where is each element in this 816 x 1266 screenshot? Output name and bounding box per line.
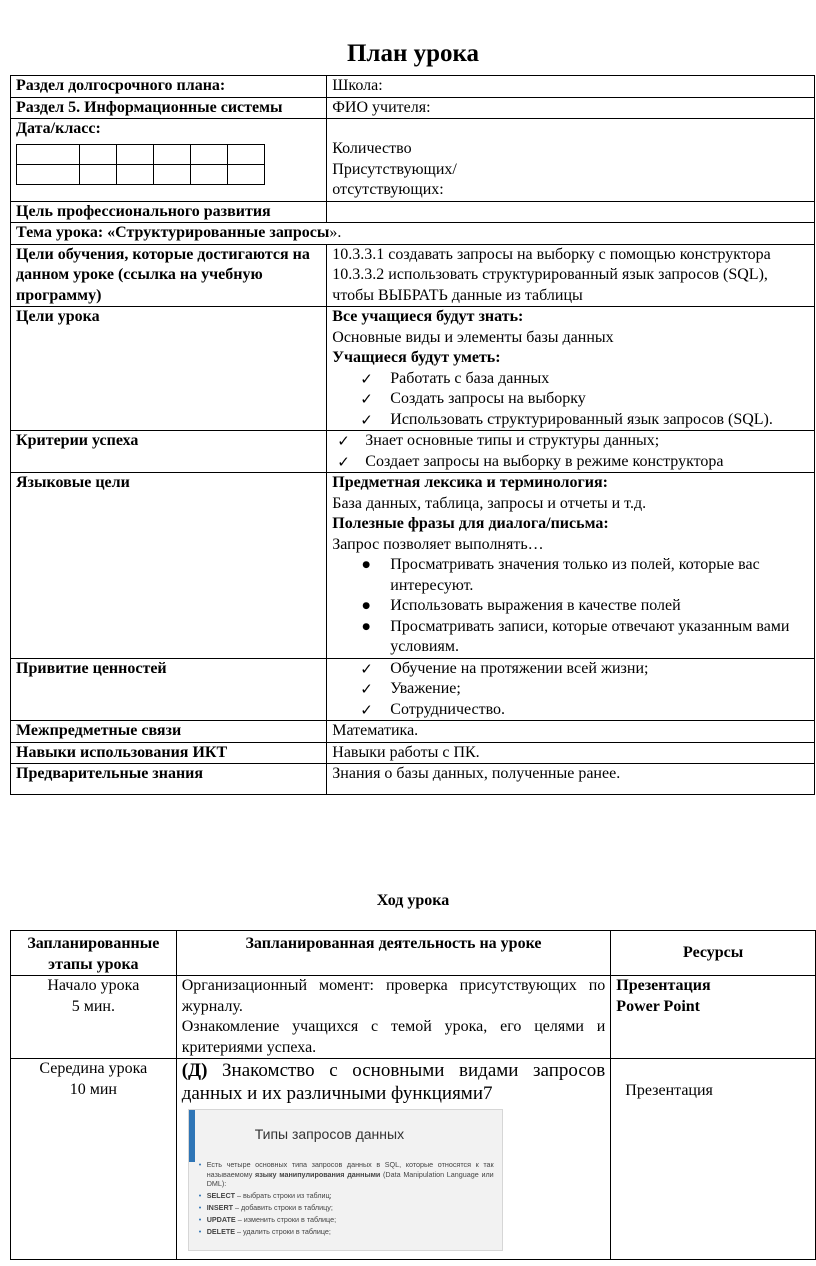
table-row — [11, 201, 815, 223]
professional-goal-label: Цель профессионального развития — [11, 201, 327, 223]
date-class-label: Дата/класс: — [16, 120, 101, 137]
learning-goal: 10.3.3.2 использовать структурированный язык запросов (SQL), чтобы ВЫБРАТЬ данные из таблицы — [332, 266, 768, 304]
school-label: Школа: — [327, 76, 815, 98]
slide-bullet: • DELETE – удалить строки в таблице; — [199, 1227, 494, 1237]
activity-text: Организационный момент: проверка присутствующих по журналу. — [181, 977, 606, 1015]
stage-cell — [11, 1059, 177, 1260]
values-cell — [327, 658, 815, 721]
razdel-label: Раздел долгосрочного плана: — [11, 76, 327, 98]
activity-text: Ознакомление учащихся с темой урока, его целями и критериями успеха. — [181, 1018, 606, 1056]
lesson-plan-table — [10, 75, 815, 795]
table-row — [11, 119, 815, 202]
stage-name: Начало урока — [47, 977, 140, 994]
lesson-goals-label: Цели урока — [11, 307, 327, 431]
slide-bullet: • Есть четыре основных типа запросов данных в SQL, которые относятся к так называемому языку манипулирования данными (Data Manipulation Language или DML): — [199, 1160, 494, 1189]
list-item: ● Просматривать значения только из полей, которые вас интересуют. — [332, 555, 809, 596]
table-row — [11, 76, 815, 98]
list-item: ✓ Создать запросы на выборку — [332, 389, 809, 410]
teacher-label: ФИО учителя: — [327, 97, 815, 119]
know-text: Основные виды и элементы базы данных — [332, 328, 614, 346]
header-resources: Ресурсы — [611, 931, 816, 976]
able-heading: Учащиеся будут уметь: — [332, 349, 501, 366]
lesson-goals-cell — [327, 307, 815, 431]
slide-bullet: • UPDATE – изменить строки в таблице; — [199, 1215, 494, 1225]
stage-name: Середина урока — [39, 1060, 148, 1077]
criteria-label: Критерии успеха — [11, 431, 327, 473]
phrases-intro: Запрос позволяет выполнять… — [332, 535, 544, 553]
ict-skills-label: Навыки использования ИКТ — [11, 742, 327, 764]
header-activity: Запланированная деятельность на уроке — [176, 931, 611, 976]
attendance-cell — [327, 119, 815, 202]
lesson-topic — [11, 223, 815, 245]
table-row — [11, 721, 815, 743]
table-row — [11, 742, 815, 764]
table-row — [11, 658, 815, 721]
table-row — [11, 244, 815, 307]
attendance-line: Количество — [332, 140, 412, 157]
table-row — [11, 431, 815, 473]
list-item: ✓ Знает основные типы и структуры данных; — [332, 431, 809, 452]
table-row — [11, 1059, 816, 1260]
table-row — [11, 223, 815, 245]
resource-text: Презентация — [616, 977, 711, 994]
table-row — [11, 97, 815, 119]
lesson-flow-table — [10, 930, 816, 1260]
resource-text: Презентация — [625, 1082, 713, 1099]
resources-cell — [611, 976, 816, 1059]
activity-cell — [176, 976, 611, 1059]
date-class-cell — [11, 119, 327, 202]
table-row — [11, 307, 815, 431]
table-row — [11, 976, 816, 1059]
slide-bullet: • INSERT – добавить строки в таблицу; — [199, 1203, 494, 1213]
page-title: План урока — [346, 40, 480, 67]
stage-time: 5 мин. — [71, 997, 115, 1015]
slide-bullets — [199, 1160, 494, 1239]
lesson-topic-suffix: ». — [329, 224, 342, 241]
resources-cell — [611, 1059, 816, 1260]
stage-cell — [11, 976, 177, 1059]
resource-text: Power Point — [616, 997, 700, 1015]
list-item: ✓ Создает запросы на выборку в режиме конструктора — [332, 452, 809, 473]
cross-links-label: Межпредметные связи — [11, 721, 327, 743]
lesson-topic-title: Тема урока: «Структурированные запросы — [16, 224, 330, 241]
criteria-cell — [327, 431, 815, 473]
lesson-flow-title: Ход урока — [376, 892, 450, 909]
know-heading: Все учащиеся будут знать: — [332, 308, 524, 325]
slide-title: Типы запросов данных — [254, 1126, 405, 1142]
slide-bullet: • SELECT – выбрать строки из таблиц; — [199, 1191, 494, 1201]
lexicon-text: База данных, таблица, запросы и отчеты и т.д. — [332, 494, 647, 512]
list-item: ✓ Уважение; — [332, 679, 809, 700]
learning-goals-cell — [327, 244, 815, 307]
prior-knowledge-value: Знания о базы данных, полученные ранее. — [327, 764, 815, 795]
attendance-line: Присутствующих/ — [332, 160, 457, 178]
date-class-grid — [16, 144, 265, 185]
list-item: ✓ Использовать структурированный язык запросов (SQL). — [332, 410, 809, 431]
table-row — [11, 764, 815, 795]
values-list — [332, 659, 809, 721]
activity-text — [182, 1059, 606, 1105]
list-item: ● Просматривать записи, которые отвечают указанным вами условиям. — [332, 617, 809, 658]
table-header-row — [11, 931, 816, 976]
table-row — [11, 473, 815, 659]
activity-cell — [176, 1059, 611, 1260]
language-goals-cell — [327, 473, 815, 659]
activity-description: Знакомство с основными видами запросов данных и их различными функциями7 — [181, 1060, 606, 1104]
phrases-list — [332, 555, 809, 658]
learning-goals-label: Цели обучения, которые достигаются на данном уроке (ссылка на учебную программу) — [11, 244, 327, 307]
header-stages: Запланированные этапы урока — [11, 931, 177, 976]
values-label: Привитие ценностей — [11, 658, 327, 721]
list-item: ✓ Работать с база данных — [332, 369, 809, 390]
slide-accent-bar — [189, 1110, 195, 1162]
activity-marker: (Д) — [181, 1060, 208, 1081]
professional-goal-value — [327, 201, 815, 223]
section-label: Раздел 5. Информационные системы — [11, 97, 327, 119]
able-list — [332, 369, 809, 431]
presentation-slide — [188, 1109, 503, 1251]
prior-knowledge-label: Предварительные знания — [11, 764, 327, 795]
stage-time: 10 мин — [69, 1080, 117, 1098]
lexicon-heading: Предметная лексика и терминология: — [332, 474, 608, 491]
list-item: ✓ Сотрудничество. — [332, 700, 809, 721]
phrases-heading: Полезные фразы для диалога/письма: — [332, 515, 609, 532]
list-item: ● Использовать выражения в качестве полей — [332, 596, 809, 617]
criteria-list — [332, 431, 809, 472]
ict-skills-value: Навыки работы с ПК. — [327, 742, 815, 764]
cross-links-value: Математика. — [327, 721, 815, 743]
learning-goal: 10.3.3.1 создавать запросы на выборку с помощью конструктора — [332, 245, 771, 263]
attendance-line: отсутствующих: — [332, 181, 444, 198]
list-item: ✓ Обучение на протяжении всей жизни; — [332, 659, 809, 680]
language-goals-label: Языковые цели — [11, 473, 327, 659]
